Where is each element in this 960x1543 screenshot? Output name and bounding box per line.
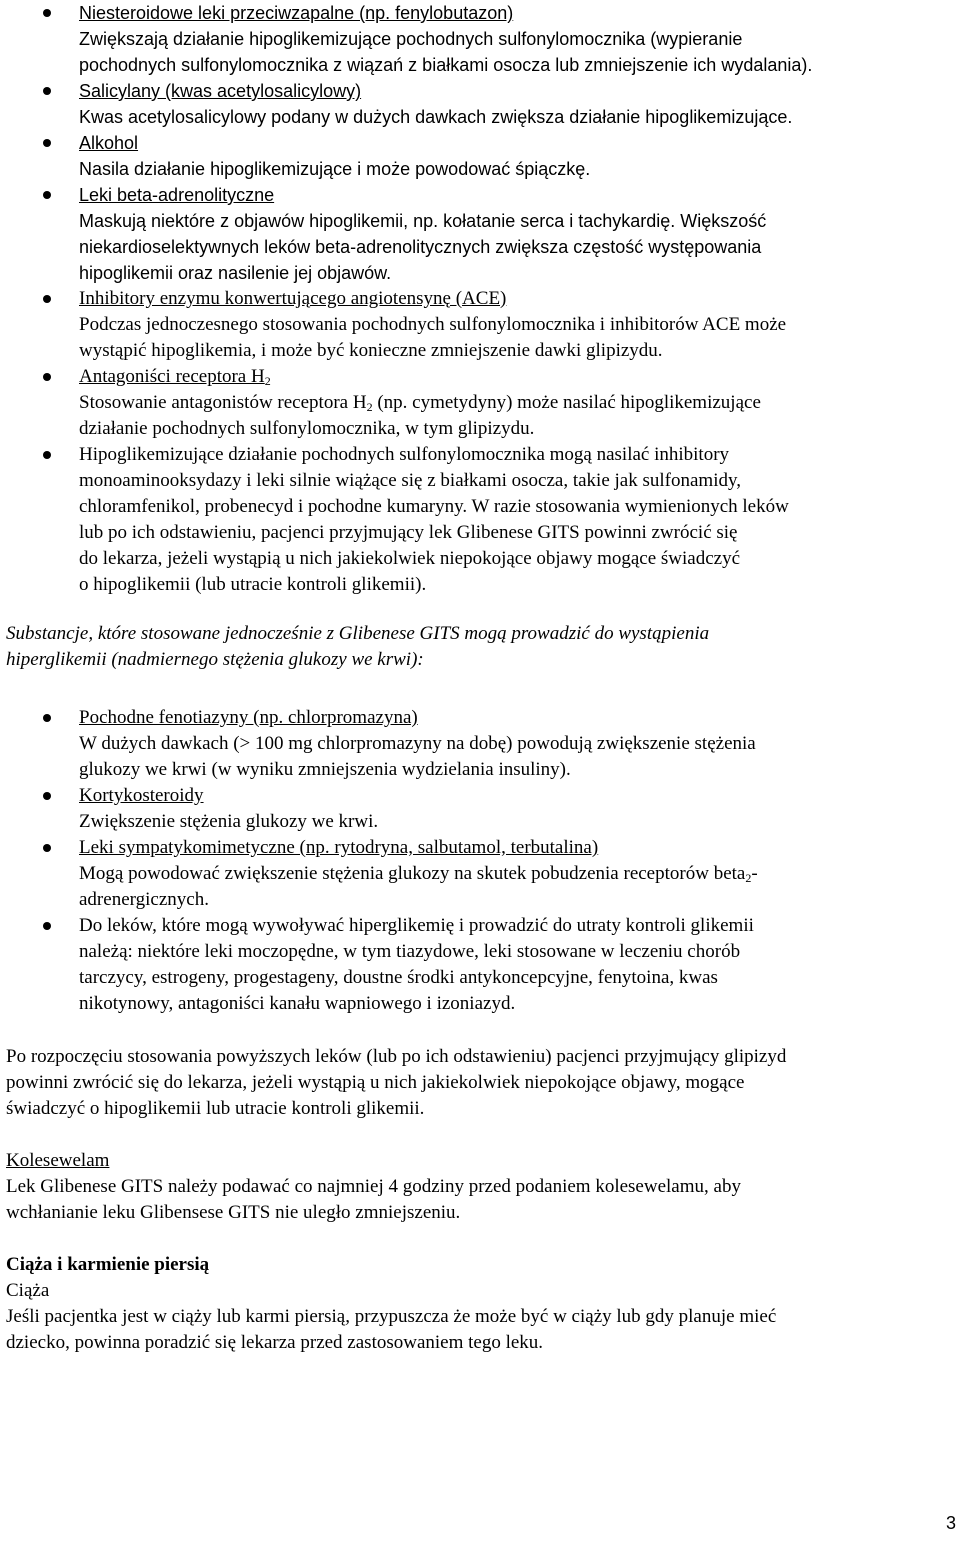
- item-text: monoaminooksydazy i leki silnie wiążące się z białkami osocza, takie jak sulfonamidy,: [79, 470, 741, 491]
- bullet-icon: [43, 844, 51, 852]
- bullet-icon: [43, 295, 51, 303]
- item-text: do lekarza, jeżeli wystąpią u nich jakiekolwiek niepokojące objawy mogące świadczyć: [79, 548, 741, 569]
- item-text: chloramfenikol, probenecyd i pochodne kumaryny. W razie stosowania wymienionych leków: [79, 496, 789, 517]
- item-text: działanie pochodnych sulfonylomocznika, w tym glipizydu.: [79, 418, 535, 439]
- item-text: Nasila działanie hipoglikemizujące i może powodować śpiączkę.: [79, 159, 591, 179]
- list-item: [6, 442, 950, 598]
- list-item: [6, 130, 950, 182]
- item-text: adrenergicznych.: [79, 889, 209, 910]
- section-heading: Ciąża i karmienie piersią: [6, 1254, 210, 1275]
- document-body: [6, 0, 950, 1356]
- list-item: [6, 705, 950, 783]
- item-title: Salicylany (kwas acetylosalicylowy): [79, 81, 362, 101]
- item-text: Podczas jednoczesnego stosowania pochodnych sulfonylomocznika i inhibitorów ACE może: [79, 314, 787, 335]
- item-title: Pochodne fenotiazyny (np. chlorpromazyna): [79, 707, 418, 728]
- item-text: Kwas acetylosalicylowy podany w dużych dawkach zwiększa działanie hipoglikemizujące.: [79, 107, 793, 127]
- item-text: Mogą powodować zwiększenie stężenia glukozy na skutek pobudzenia receptorów beta$_2$-: [79, 863, 758, 885]
- list-item: [6, 286, 950, 364]
- item-title: Kortykosteroidy: [79, 785, 204, 806]
- item-text: o hipoglikemii (lub utracie kontroli glikemii).: [79, 574, 427, 595]
- item-text: tarczycy, estrogeny, progestageny, doustne środki antykoncepcyjne, fenytoina, kwas: [79, 967, 718, 988]
- section-title: Kolesewelam: [6, 1150, 110, 1171]
- item-text: Zwiększają działanie hipoglikemizujące pochodnych sulfonylomocznika (wypieranie: [79, 29, 743, 49]
- section-subheading: Ciąża: [6, 1280, 50, 1301]
- hyperglycemia-intro: Substancje, które stosowane jednocześnie z Glibenese GITS mogą prowadzić do wystąpienia hiperglikemii (nadmiernego stężenia glukozy we krwi):: [6, 623, 710, 670]
- list-item: [6, 78, 950, 130]
- item-text: należą: niektóre leki moczopędne, w tym tiazydowe, leki stosowane w leczeniu chorób: [79, 941, 741, 962]
- item-text: Hipoglikemizujące działanie pochodnych sulfonylomocznika mogą nasilać inhibitory: [79, 444, 730, 465]
- list-item: [6, 0, 950, 78]
- list-item: [6, 913, 950, 1017]
- item-text: Stosowanie antagonistów receptora $H_2$ (np. cymetydyny) może nasilać hipoglikemizujące: [79, 392, 761, 414]
- pregnancy-section: Ciąża i karmienie piersią Ciąża Jeśli pacjentka jest w ciąży lub karmi piersią, przypuszcza że może być w ciąży lub gdy planuje mieć dziecko, powinna poradzić się lekarza przed zastosowaniem tego leku.: [6, 1252, 950, 1356]
- kolesewelam-section: Kolesewelam Lek Glibenese GITS należy podawać co najmniej 4 godziny przed podaniem kolesewelamu, aby wchłanianie leku Glibensese GITS nie uległo zmniejszeniu.: [6, 1148, 950, 1226]
- bullet-icon: [43, 714, 51, 722]
- item-text: nikotynowy, antagoniści kanału wapniowego i izoniazyd.: [79, 993, 516, 1014]
- item-text: niekardioselektywnych leków beta-adrenolitycznych zwiększa częstość występowania: [79, 237, 762, 257]
- bullet-icon: [43, 87, 51, 95]
- item-text: Do leków, które mogą wywoływać hiperglikemię i prowadzić do utraty kontroli glikemii: [79, 915, 754, 936]
- bullet-icon: [43, 922, 51, 930]
- item-text: pochodnych sulfonylomocznika z wiązań z białkami osocza lub zmniejszenie ich wydalania).: [79, 55, 813, 75]
- item-text: Zwiększenie stężenia glukozy we krwi.: [79, 811, 379, 832]
- item-title: Antagoniści receptora $H_2$: [79, 366, 271, 388]
- item-text: hipoglikemii oraz nasilenie jej objawów.: [79, 263, 392, 283]
- list-item: [6, 835, 950, 913]
- bullet-icon: [43, 191, 51, 199]
- bullet-icon: [43, 9, 51, 17]
- item-title: Niesteroidowe leki przeciwzapalne (np. fenylobutazon): [79, 3, 514, 23]
- list-item: [6, 182, 950, 286]
- bullet-icon: [43, 792, 51, 800]
- item-title: Leki sympatykomimetyczne (np. rytodryna, salbutamol, terbutalina): [79, 837, 599, 858]
- paragraph-after-treatment: Po rozpoczęciu stosowania powyższych leków (lub po ich odstawieniu) pacjenci przyjmujący glipizyd powinni zwrócić się do lekarza, jeżeli wystąpią u nich jakiekolwiek niepokojące objawy, mogące świadczyć o hipoglikemii lub utracie kontroli glikemii.: [6, 1046, 787, 1119]
- list-item: [6, 364, 950, 442]
- bullet-icon: [43, 139, 51, 147]
- item-text: Maskują niektóre z objawów hipoglikemii, np. kołatanie serca i tachykardię. Większość: [79, 211, 767, 231]
- item-title: Inhibitory enzymu konwertującego angiotensynę (ACE): [79, 288, 507, 309]
- item-title: Leki beta-adrenolityczne: [79, 185, 275, 205]
- item-title: Alkohol: [79, 133, 139, 153]
- bullet-icon: [43, 373, 51, 381]
- item-text: wystąpić hipoglikemia, i może być konieczne zmniejszenie dawki glipizydu.: [79, 340, 663, 361]
- interaction-list-hyperglycemia: [6, 705, 950, 1017]
- bullet-icon: [43, 451, 51, 459]
- page-number: 3: [945, 1513, 956, 1533]
- item-text: glukozy we krwi (w wyniku zmniejszenia wydzielania insuliny).: [79, 759, 571, 780]
- item-text: lub po ich odstawieniu, pacjenci przyjmujący lek Glibenese GITS powinni zwrócić się: [79, 522, 738, 543]
- item-text: W dużych dawkach (> 100 mg chlorpromazyny na dobę) powodują zwiększenie stężenia: [79, 733, 756, 754]
- interaction-list-hypoglycemia: [6, 0, 950, 598]
- list-item: [6, 783, 950, 835]
